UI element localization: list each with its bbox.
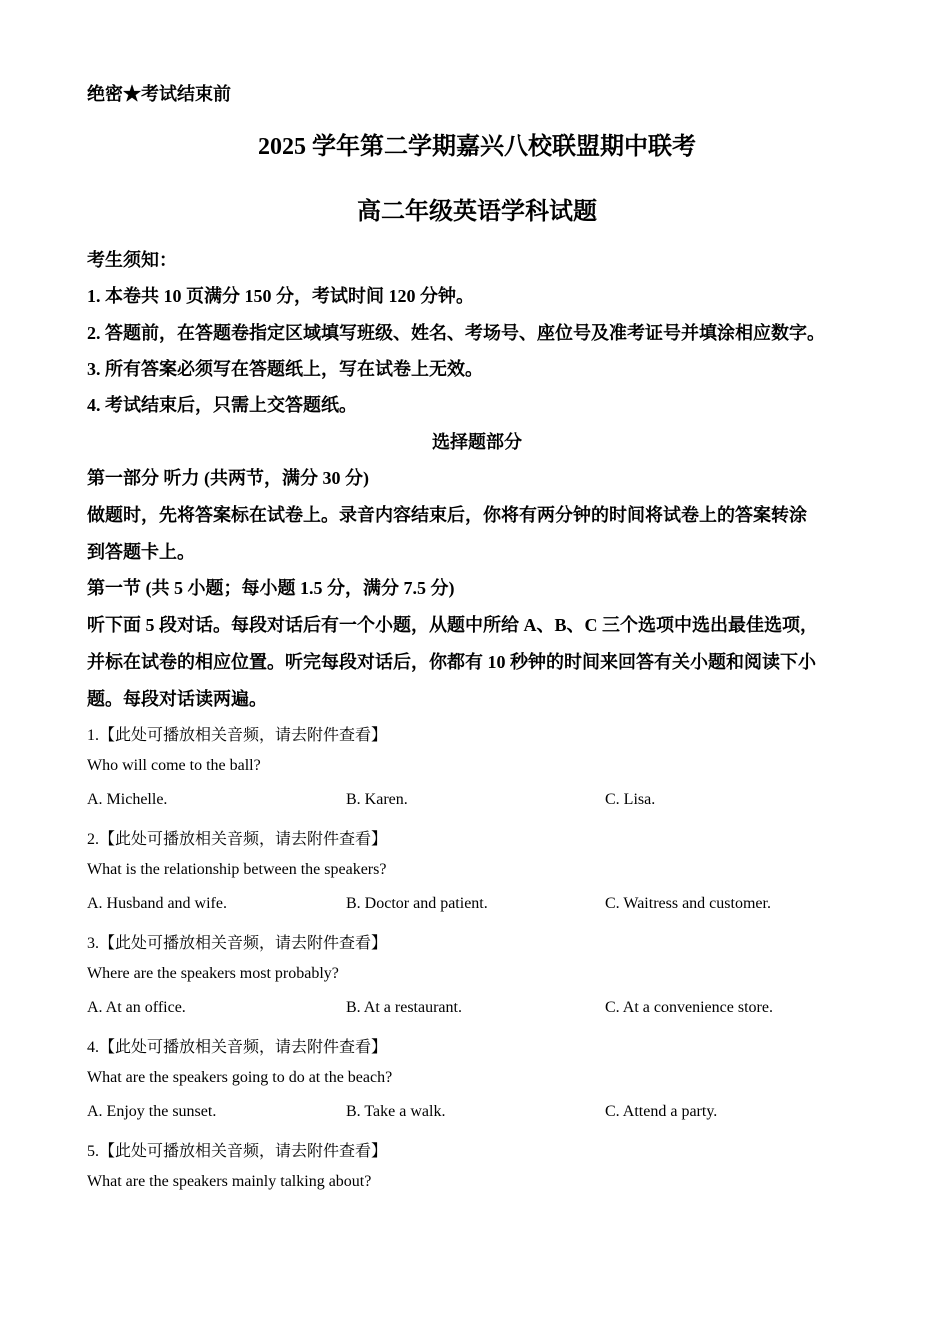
question-text: Where are the speakers most probably? xyxy=(87,965,339,982)
option-b: B. Doctor and patient. xyxy=(346,895,488,912)
exam-title: 2025 学年第二学期嘉兴八校联盟期中联考 xyxy=(258,134,696,160)
question-text: What is the relationship between the speakers? xyxy=(87,861,387,878)
option-a: A. At an office. xyxy=(87,999,186,1016)
exam-subtitle: 高二年级英语学科试题 xyxy=(357,199,597,225)
notice-item: 4. 考试结束后，只需上交答题纸。 xyxy=(87,395,357,415)
audio-placeholder[interactable]: 4.【此处可播放相关音频，请去附件查看】 xyxy=(87,1039,388,1056)
part1-instruction: 做题时，先将答案标在试卷上。录音内容结束后，你将有两分钟的时间将试卷上的答案转涂 xyxy=(87,505,807,525)
notice-item: 1. 本卷共 10 页满分 150 分，考试时间 120 分钟。 xyxy=(87,286,474,306)
part1-heading: 第一部分 听力 (共两节，满分 30 分) xyxy=(87,468,369,488)
audio-placeholder[interactable]: 1.【此处可播放相关音频，请去附件查看】 xyxy=(87,727,388,744)
section1-heading: 第一节 (共 5 小题；每小题 1.5 分，满分 7.5 分) xyxy=(87,578,455,598)
option-b: B. Take a walk. xyxy=(346,1103,446,1120)
section-title: 选择题部分 xyxy=(432,432,522,452)
option-a: A. Michelle. xyxy=(87,791,168,808)
option-c: C. At a convenience store. xyxy=(605,999,773,1016)
question-text: Who will come to the ball? xyxy=(87,757,261,774)
option-a: A. Husband and wife. xyxy=(87,895,227,912)
notice-item: 3. 所有答案必须写在答题纸上，写在试卷上无效。 xyxy=(87,359,483,379)
option-c: C. Attend a party. xyxy=(605,1103,718,1120)
option-a: A. Enjoy the sunset. xyxy=(87,1103,217,1120)
audio-placeholder[interactable]: 3.【此处可播放相关音频，请去附件查看】 xyxy=(87,935,388,952)
option-c: C. Lisa. xyxy=(605,791,656,808)
section1-instruction: 并标在试卷的相应位置。听完每段对话后，你都有 10 秒钟的时间来回答有关小题和阅读下小 xyxy=(87,652,816,672)
confidential-label: 绝密★考试结束前 xyxy=(87,84,231,104)
notice-item: 2. 答题前，在答题卷指定区域填写班级、姓名、考场号、座位号及准考证号并填涂相应数字。 xyxy=(87,323,825,343)
question-text: What are the speakers mainly talking about? xyxy=(87,1173,372,1190)
section1-instruction: 听下面 5 段对话。每段对话后有一个小题，从题中所给 A、B、C 三个选项中选出最佳选项， xyxy=(87,615,818,635)
section1-instruction: 题。每段对话读两遍。 xyxy=(87,689,267,709)
option-c: C. Waitress and customer. xyxy=(605,895,771,912)
audio-placeholder[interactable]: 5.【此处可播放相关音频，请去附件查看】 xyxy=(87,1143,388,1160)
option-b: B. At a restaurant. xyxy=(346,999,462,1016)
notice-heading: 考生须知： xyxy=(87,250,177,270)
option-b: B. Karen. xyxy=(346,791,408,808)
question-text: What are the speakers going to do at the beach? xyxy=(87,1069,393,1086)
audio-placeholder[interactable]: 2.【此处可播放相关音频，请去附件查看】 xyxy=(87,831,388,848)
part1-instruction: 到答题卡上。 xyxy=(87,542,195,562)
